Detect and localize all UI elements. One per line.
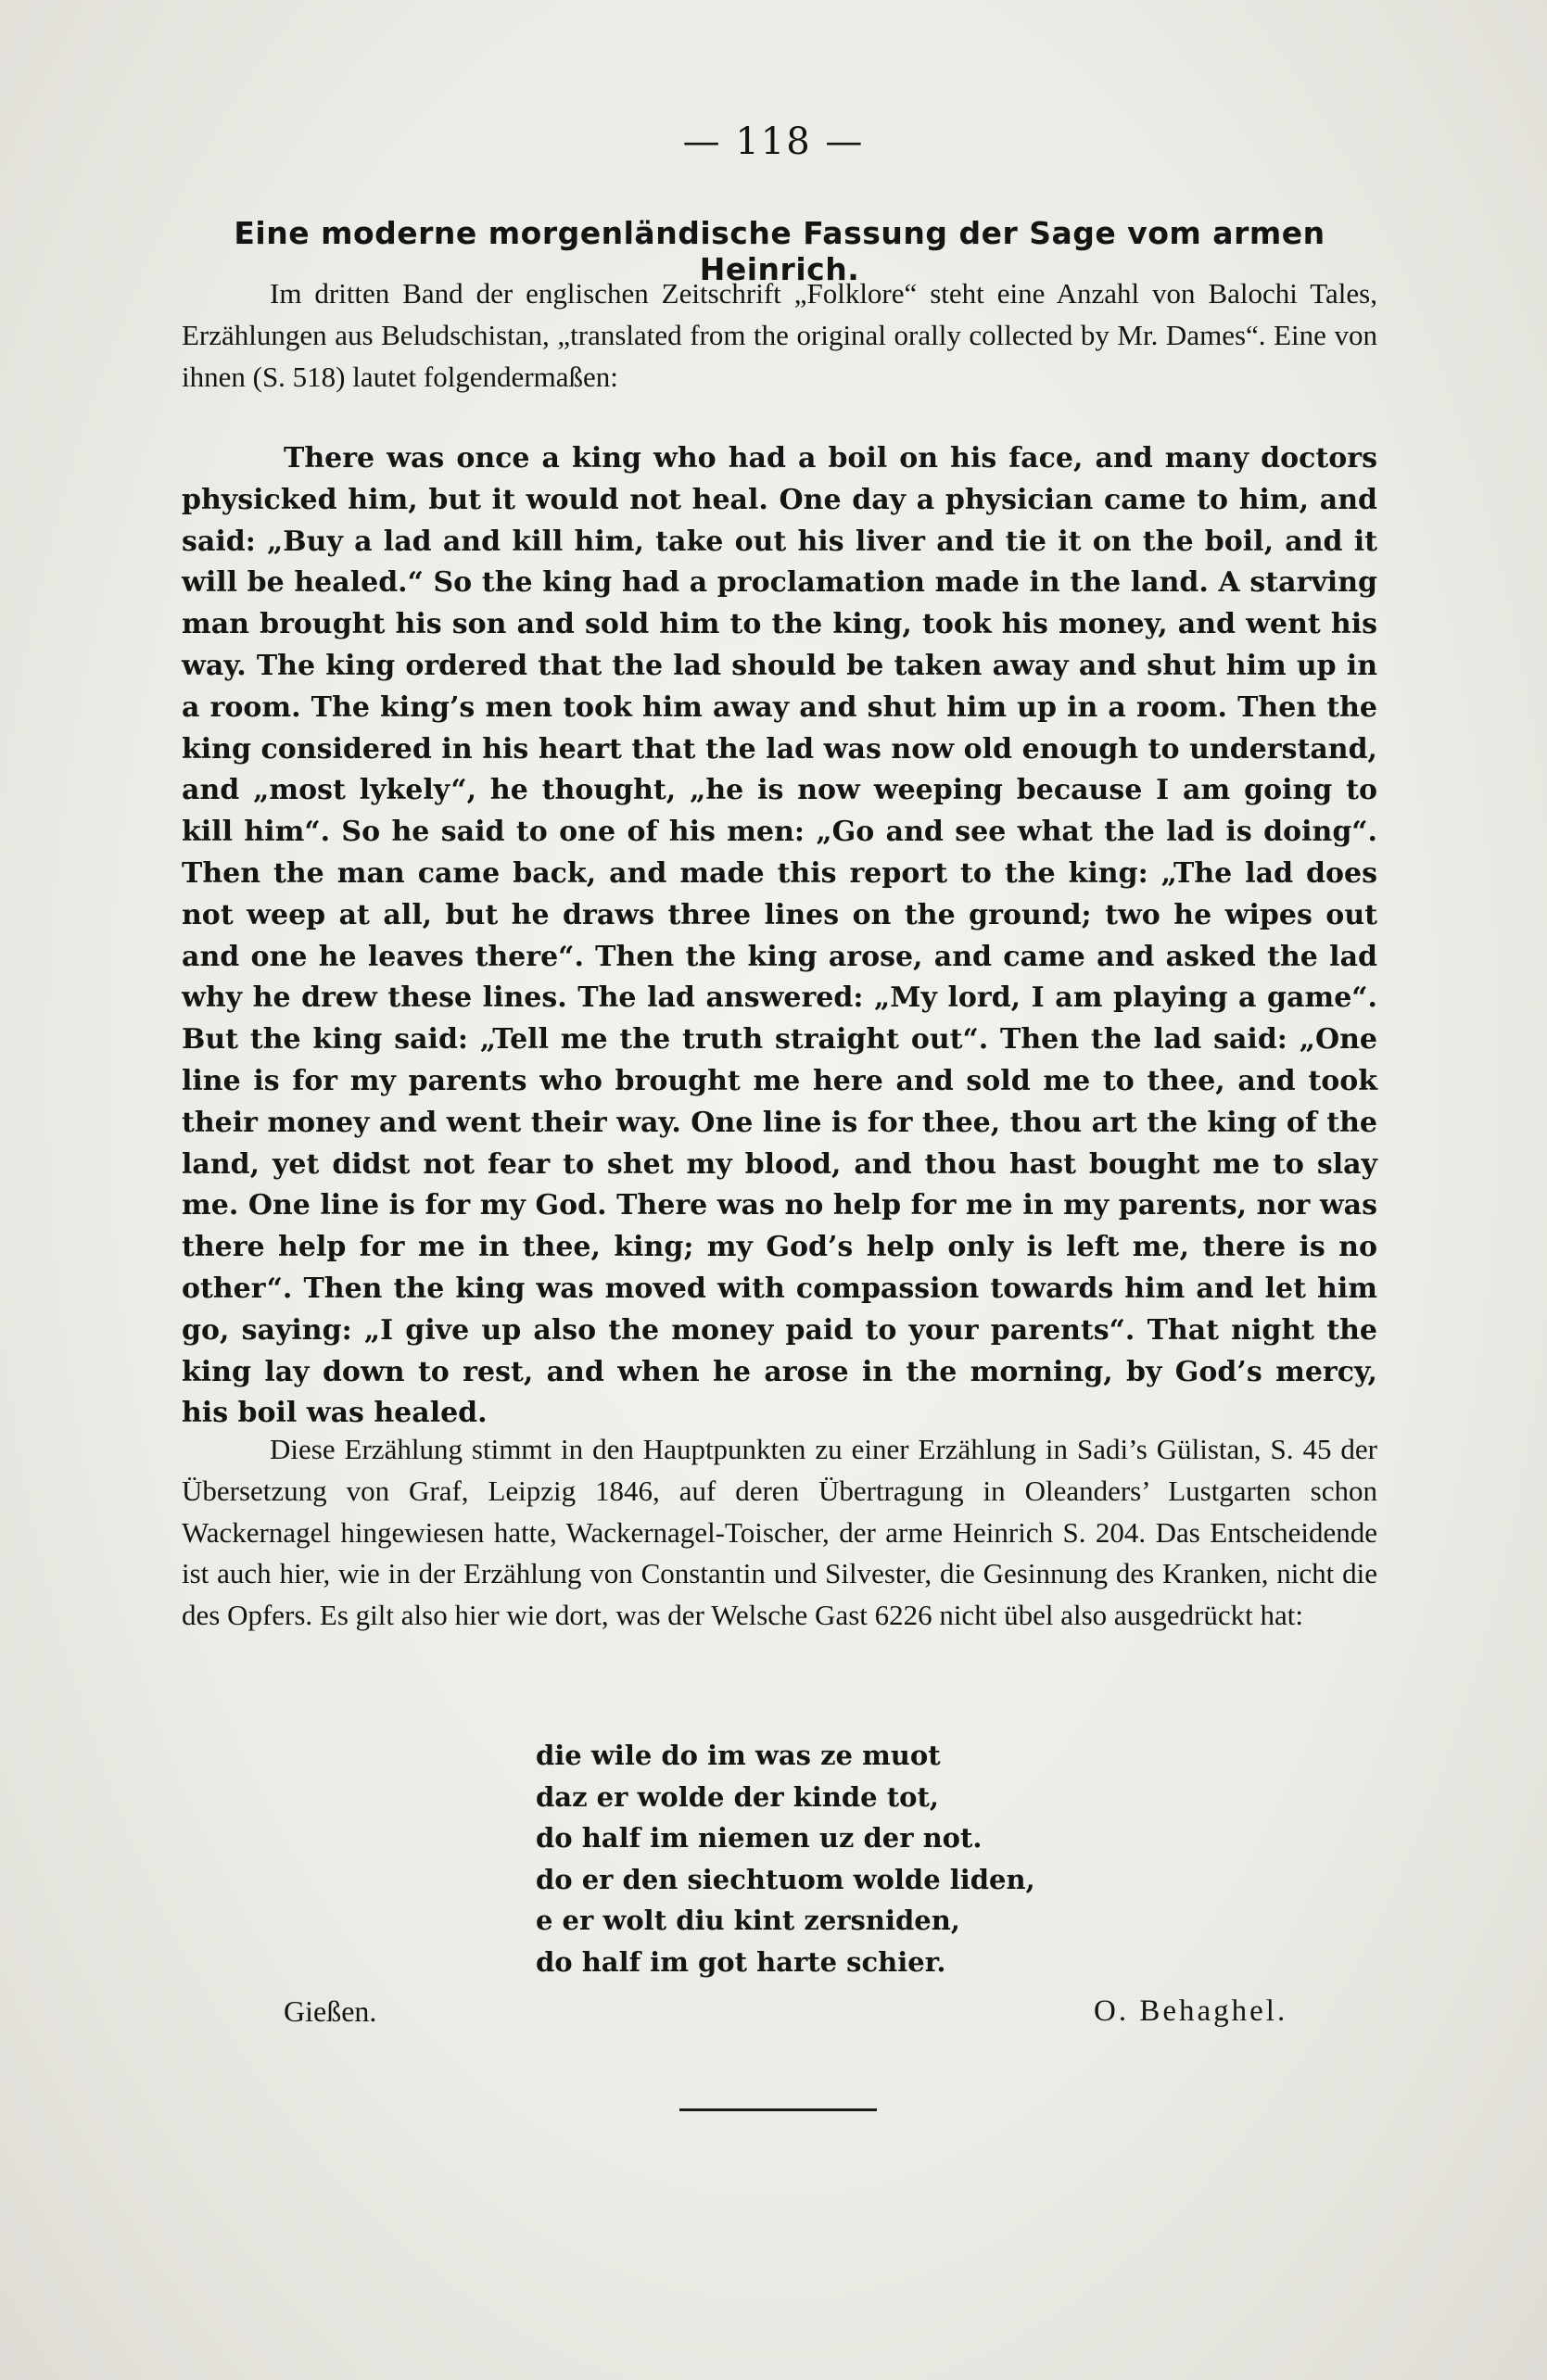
- discussion-paragraph: Diese Erzählung stimmt in den Hauptpunkten zu einer Erzählung in Sadi’s Gülistan, S. 45 der Übersetzung von Graf, Leipzig 1846, auf deren Übertragung in Oleanders’ Lustgarten schon Wackernagel hingewiesen hatte, Wackernagel-Toischer, der arme Heinrich S. 204. Das Entscheidende ist auch hier, wie in der Erzählung von Constantin und Silvester, die Gesinnung des Kranken, nicht die des Opfers. Es gilt also hier wie dort, was der Welsche Gast 6226 nicht übel also ausgedrückt hat:: [182, 1433, 1377, 1632]
- author-signature: O. Behaghel.: [1094, 1994, 1288, 2028]
- verse-line: e er wolt diu kint zersniden,: [536, 1905, 960, 1937]
- verse-quotation: [536, 1735, 1035, 1983]
- story-block: [182, 438, 1377, 1435]
- verse-line: do er den siechtuom wolde liden,: [536, 1863, 1035, 1895]
- story-paragraph: There was once a king who had a boil on his face, and many doctors physicked him, but it would not heal. One day a physician came to him, and said: „Buy a lad and kill him, take out his liver and tie it on the boil, and it will be healed.“ So the king had a proclamation made in the land. A starving man brought his son and sold him to the king, took his money, and went his way. The king ordered that the lad should be taken away and shut him up in a room. The king’s men took him away and shut him up in a room. Then the king considered in his heart that the lad was now old enough to understand, and „most lykely“, he thought, „he is now weeping because I am going to kill him“. So he said to one of his men: „Go and see what the lad is doing“. Then the man came back, and made this report to the king: „The lad does not weep at all, but he draws three lines on the ground; two he wipes out and one he leaves there“. Then the king arose, and came and asked the lad why he drew these lines. The lad answered: „My lord, I am playing a game“. But the king said: „Tell me the truth straight out“. Then the lad said: „One line is for my parents who brought me here and sold me to thee, and took their money and went their way. One line is for thee, thou art the king of the land, yet didst not fear to shet my blood, and thou hast bought me to slay me. One line is for my God. There was no help for me in my parents, nor was there help for me in thee, king; my God’s help only is left me, there is no other“. Then the king was moved with compassion towards him and let him go, saying: „I give up also the money paid to your parents“. That night the king lay down to rest, and when he arose in the morning, by God’s mercy, his boil was healed.: [182, 442, 1377, 1430]
- end-rule: [679, 2108, 877, 2111]
- article-title: Eine moderne morgenländische Fassung der Sage vom armen Heinrich.: [234, 215, 1325, 287]
- intro-block: [182, 273, 1377, 398]
- verse-line: do half im niemen uz der not.: [536, 1822, 983, 1855]
- verse-line: daz er wolde der kinde tot,: [536, 1780, 939, 1813]
- place-signature: Gießen.: [284, 1994, 377, 2028]
- discussion-block: [182, 1429, 1377, 1637]
- page-number: — 118 —: [682, 120, 865, 163]
- verse-line: do half im got harte schier.: [536, 1945, 946, 1978]
- verse-line: die wile do im was ze muot: [536, 1740, 941, 1771]
- intro-paragraph: Im dritten Band der englischen Zeitschrift „Folklore“ steht eine Anzahl von Balochi Tales, Erzählungen aus Beludschistan, „translated from the original orally collected by Mr. Dames“. Eine von ihnen (S. 518) lautet folgendermaßen:: [182, 277, 1377, 393]
